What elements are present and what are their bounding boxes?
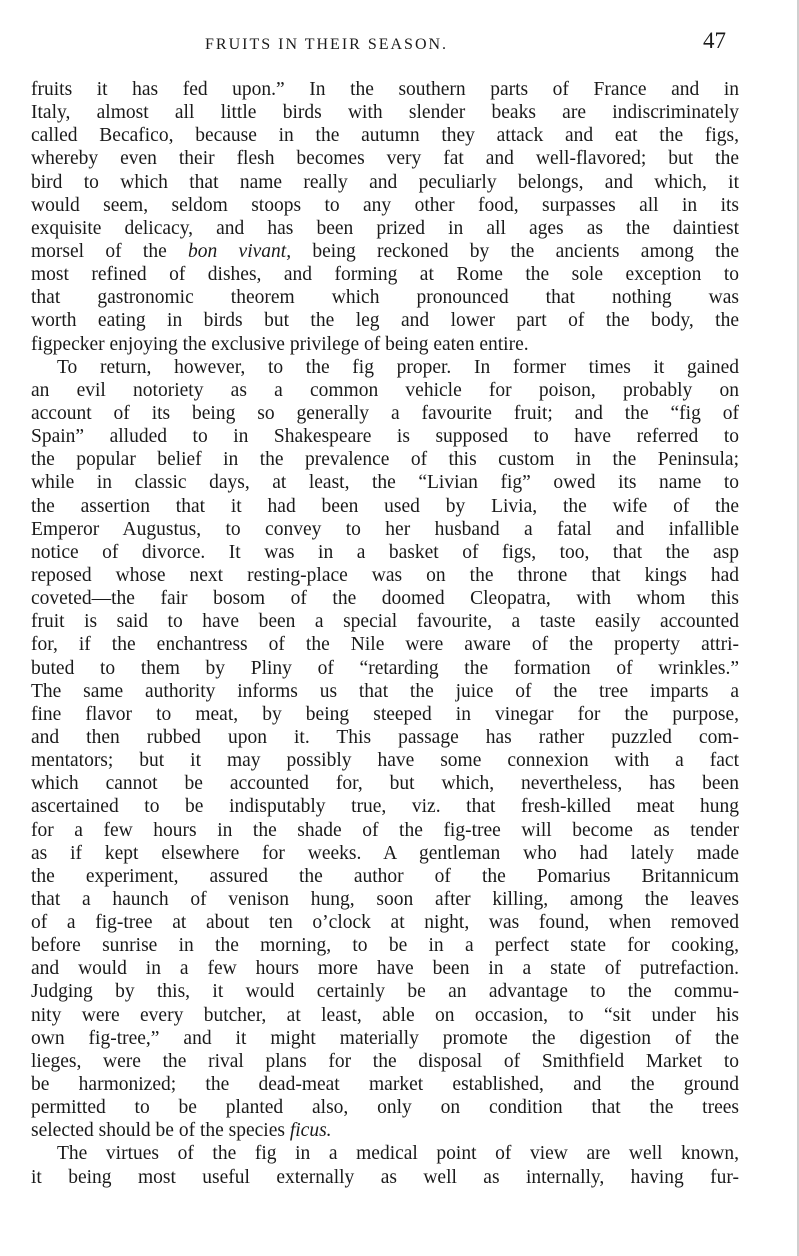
text-line <box>31 1119 739 1142</box>
text-line: lieges, were the rival plans for the disposal of Smithfield Market to <box>31 1050 739 1072</box>
page-number: 47 <box>703 28 726 53</box>
text-line: which cannot be accounted for, but which, nevertheless, has been <box>31 773 739 795</box>
text-line: Spain” alluded to in Shakespeare is supposed to have referred to <box>31 426 739 448</box>
text-run: morsel of the <box>31 240 189 262</box>
text-line: permitted to be planted also, only on condition that the trees <box>31 1097 739 1119</box>
text-line <box>31 240 739 263</box>
text-line: that a haunch of venison hung, soon after killing, among the leaves <box>31 888 739 910</box>
text-line: mentators; but it may possibly have some connexion with a fact <box>31 750 739 772</box>
text-line: account of its being so generally a favourite fruit; and the “fig of <box>31 402 739 424</box>
text-line: while in classic days, at least, the “Livian fig” owed its name to <box>31 472 739 494</box>
text-line: for a few hours in the shade of the fig-tree will become as tender <box>31 819 739 841</box>
text-line: notice of divorce. It was in a basket of figs, too, that the asp <box>31 541 739 563</box>
text-line: coveted—the fair bosom of the doomed Cleopatra, with whom this <box>31 588 739 610</box>
text-run: being reckoned by the ancients among the <box>291 240 739 262</box>
text-line: fine flavor to meat, by being steeped in vinegar for the purpose, <box>31 703 739 725</box>
text-line: the popular belief in the prevalence of this custom in the Peninsula; <box>31 449 739 471</box>
text-line: before sunrise in the morning, to be in a perfect state for cooking, <box>31 935 739 957</box>
paragraph-first-line: The virtues of the fig in a medical point of view are well known, <box>57 1143 739 1165</box>
text-line: and then rubbed upon it. This passage has rather puzzled com- <box>31 726 739 748</box>
text-line: ascertained to be indisputably true, viz. that fresh-killed meat hung <box>31 796 739 818</box>
text-line: fruit is said to have been a special favourite, a taste easily accounted <box>31 611 739 633</box>
text-line: whereby even their flesh becomes very fat and well-flavored; but the <box>31 148 739 170</box>
text-run: selected should be of the species <box>31 1120 290 1142</box>
text-line: it being most useful externally as well as internally, having fur- <box>31 1166 739 1188</box>
text-line: buted to them by Pliny of “retarding the formation of wrinkles.” <box>31 657 739 679</box>
paragraph-first-line: To return, however, to the fig proper. In former times it gained <box>57 356 739 378</box>
text-line: Italy, almost all little birds with slender beaks are indiscriminately <box>31 102 739 124</box>
text-line: an evil notoriety as a common vehicle for poison, probably on <box>31 379 739 401</box>
text-line: figpecker enjoying the exclusive privilege of being eaten entire. <box>31 333 529 355</box>
text-line: as if kept elsewhere for weeks. A gentleman who had lately made <box>31 842 739 864</box>
text-line: for, if the enchantress of the Nile were aware of the property attri- <box>31 634 739 656</box>
italic-phrase: ficus. <box>289 1120 332 1142</box>
text-line: would seem, seldom stoops to any other food, surpasses all in its <box>31 194 739 216</box>
running-title: FRUITS IN THEIR SEASON. <box>205 36 449 53</box>
text-line: of a fig-tree at about ten o’clock at night, was found, when removed <box>31 912 739 934</box>
italic-phrase: bon vivant, <box>188 240 292 262</box>
text-line: own fig-tree,” and it might materially promote the digestion of the <box>31 1027 739 1049</box>
text-line: that gastronomic theorem which pronounced that nothing was <box>31 287 739 309</box>
text-line: the assertion that it had been used by Livia, the wife of the <box>31 495 739 517</box>
text-line: The same authority informs us that the juice of the tree imparts a <box>31 680 739 702</box>
text-line: exquisite delicacy, and has been prized in all ages as the daintiest <box>31 217 739 239</box>
text-line: fruits it has fed upon.” In the southern parts of France and in <box>31 79 739 100</box>
text-line: Emperor Augustus, to convey to her husband a fatal and infallible <box>31 518 739 540</box>
text-line: worth eating in birds but the leg and lower part of the body, the <box>31 310 739 332</box>
text-line: nity were every butcher, at least, able on occasion, to “sit under his <box>31 1004 739 1026</box>
text-line: Judging by this, it would certainly be an advantage to the commu- <box>31 981 739 1003</box>
text-line: the experiment, assured the author of the Pomarius Britannicum <box>31 865 739 887</box>
text-line: be harmonized; the dead-meat market established, and the ground <box>31 1074 739 1096</box>
text-line: called Becafico, because in the autumn they attack and eat the figs, <box>31 125 739 147</box>
text-line: most refined of dishes, and forming at Rome the sole exception to <box>31 264 739 286</box>
body-text <box>31 78 739 1189</box>
text-line: reposed whose next resting-place was on the throne that kings had <box>31 564 739 586</box>
text-line: bird to which that name really and peculiarly belongs, and which, it <box>31 171 739 193</box>
text-line: and would in a few hours more have been in a state of putrefaction. <box>31 958 739 980</box>
